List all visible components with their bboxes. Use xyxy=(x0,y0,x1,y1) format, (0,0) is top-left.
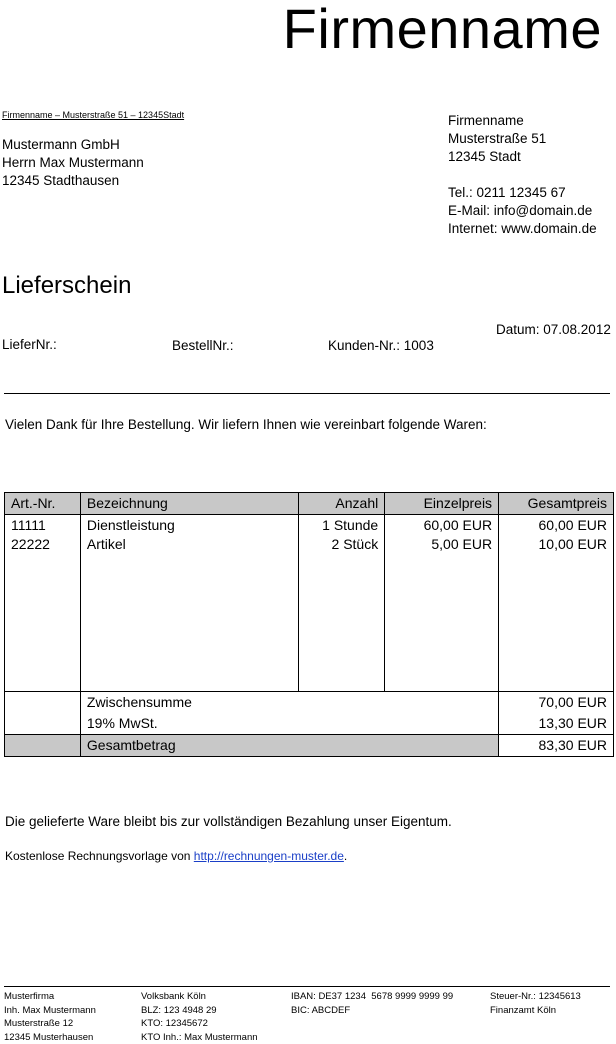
subtotal-row xyxy=(5,692,614,714)
item-bezeichnung: Artikel xyxy=(87,535,292,554)
cell-bezeichnung xyxy=(80,515,298,692)
footer-line: Musterstraße 12 xyxy=(4,1017,96,1031)
template-credit-suffix: . xyxy=(344,849,347,863)
cell-gesamtpreis xyxy=(499,515,614,692)
blank-cell xyxy=(5,713,81,735)
column-header-anzahl: Anzahl xyxy=(299,493,385,515)
column-header-einzelpreis: Einzelpreis xyxy=(385,493,499,515)
footer-line: BLZ: 123 4948 29 xyxy=(141,1004,258,1018)
total-value: 83,30 EUR xyxy=(499,735,614,757)
items-table xyxy=(4,492,614,757)
order-number: BestellNr.: xyxy=(172,338,234,353)
tax-label: 19% MwSt. xyxy=(80,713,498,735)
recipient-line: 12345 Stadthausen xyxy=(2,172,144,190)
template-credit-prefix: Kostenlose Rechnungsvorlage von xyxy=(5,849,194,863)
customer-number: Kunden-Nr.: 1003 xyxy=(328,338,434,353)
document-title: Lieferschein xyxy=(2,272,131,300)
total-row xyxy=(5,735,614,757)
item-anzahl: 1 Stunde xyxy=(305,516,378,535)
recipient-line: Herrn Max Mustermann xyxy=(2,154,144,172)
ownership-note: Die gelieferte Ware bleibt bis zur vollständigen Bezahlung unser Eigentum. xyxy=(5,814,452,829)
footer-line: KTO: 12345672 xyxy=(141,1017,258,1031)
footer-line: IBAN: DE37 1234 5678 9999 9999 99 xyxy=(291,990,453,1004)
subtotal-label: Zwischensumme xyxy=(80,692,498,714)
blank-cell xyxy=(5,735,81,757)
footer-line: Steuer-Nr.: 12345613 xyxy=(490,990,581,1004)
column-header-art-nr: Art.-Nr. xyxy=(5,493,81,515)
document-date: Datum: 07.08.2012 xyxy=(496,322,611,337)
cell-anzahl xyxy=(299,515,385,692)
item-einzelpreis: 60,00 EUR xyxy=(391,516,492,535)
item-anzahl: 2 Stück xyxy=(305,535,378,554)
total-label: Gesamtbetrag xyxy=(80,735,498,757)
contact-line: Tel.: 0211 12345 67 xyxy=(448,184,597,202)
divider xyxy=(4,393,610,394)
contact-line: E-Mail: info@domain.de xyxy=(448,202,597,220)
sender-contact-block xyxy=(448,112,597,238)
cell-einzelpreis xyxy=(385,515,499,692)
item-art-nr: 11111 xyxy=(11,516,74,535)
item-gesamtpreis: 10,00 EUR xyxy=(505,535,607,554)
company-name: Firmenname xyxy=(283,0,602,58)
footer-line: Finanzamt Köln xyxy=(490,1004,581,1018)
blank-cell xyxy=(5,692,81,714)
column-header-bezeichnung: Bezeichnung xyxy=(80,493,298,515)
template-link[interactable]: http://rechnungen-muster.de xyxy=(194,849,344,863)
recipient-address xyxy=(2,136,144,190)
contact-line: Musterstraße 51 xyxy=(448,130,597,148)
template-credit xyxy=(5,849,347,863)
footer-line: Inh. Max Mustermann xyxy=(4,1004,96,1018)
footer-iban xyxy=(291,990,453,1017)
delivery-number: LieferNr.: xyxy=(2,337,57,352)
intro-text: Vielen Dank für Ihre Bestellung. Wir liefern Ihnen wie vereinbart folgende Waren: xyxy=(5,417,487,432)
footer-line: 12345 Musterhausen xyxy=(4,1031,96,1044)
footer-line: Volksbank Köln xyxy=(141,990,258,1004)
sender-address-line: Firmenname – Musterstraße 51 – 12345Stadt xyxy=(2,110,184,120)
table-row xyxy=(5,515,614,692)
item-art-nr: 22222 xyxy=(11,535,74,554)
footer-divider xyxy=(4,986,610,987)
cell-art-nr xyxy=(5,515,81,692)
contact-line: Internet: www.domain.de xyxy=(448,220,597,238)
subtotal-value: 70,00 EUR xyxy=(499,692,614,714)
item-gesamtpreis: 60,00 EUR xyxy=(505,516,607,535)
footer-line: KTO Inh.: Max Mustermann xyxy=(141,1031,258,1044)
footer-line: BIC: ABCDEF xyxy=(291,1004,453,1018)
footer-company xyxy=(4,990,96,1044)
recipient-line: Mustermann GmbH xyxy=(2,136,144,154)
tax-row xyxy=(5,713,614,735)
item-einzelpreis: 5,00 EUR xyxy=(391,535,492,554)
contact-line: Firmenname xyxy=(448,112,597,130)
table-header-row xyxy=(5,493,614,515)
footer-line: Musterfirma xyxy=(4,990,96,1004)
item-bezeichnung: Dienstleistung xyxy=(87,516,292,535)
tax-value: 13,30 EUR xyxy=(499,713,614,735)
contact-line: 12345 Stadt xyxy=(448,148,597,166)
column-header-gesamtpreis: Gesamtpreis xyxy=(499,493,614,515)
footer-tax xyxy=(490,990,581,1017)
footer-bank xyxy=(141,990,258,1044)
contact-spacer xyxy=(448,166,597,184)
